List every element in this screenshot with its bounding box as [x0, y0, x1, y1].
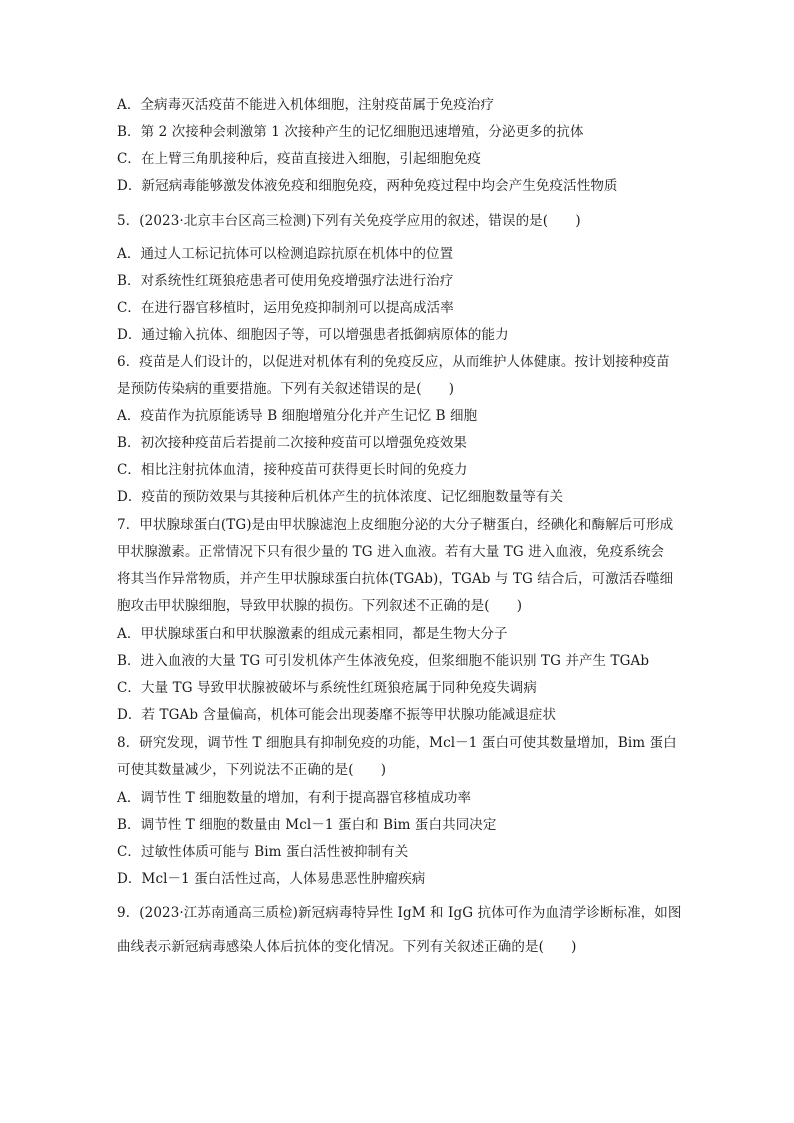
- q8-option-a: A．调节性 T 细胞数量的增加，有利于提高器官移植成功率: [117, 790, 472, 806]
- q8-option-c: C．过敏性体质可能与 Bim 蛋白活性被抑制有关: [117, 844, 409, 860]
- q8-option-d: D．Mcl－1 蛋白活性过高，人体易患恶性肿瘤疾病: [117, 871, 426, 887]
- q9-stem-line1: 9．(2023·江苏南通高三质检)新冠病毒特异性 IgM 和 IgG 抗体可作为血清学诊断标准，如图: [117, 905, 682, 921]
- q7-option-b: B．进入血液的大量 TG 可引发机体产生体液免疫，但浆细胞不能识别 TG 并产生 TGAb: [117, 653, 650, 669]
- q8-option-b: B．调节性 T 细胞的数量由 Mcl－1 蛋白和 Bim 蛋白共同决定: [117, 817, 497, 833]
- q7-option-c: C．大量 TG 导致甲状腺被破坏与系统性红斑狼疮属于同种免疫失调病: [117, 680, 537, 696]
- q5-stem: 5．(2023·北京丰台区高三检测)下列有关免疫学应用的叙述，错误的是( ): [117, 213, 581, 229]
- q5-option-c: C．在进行器官移植时，运用免疫抑制剂可以提高成活率: [117, 300, 454, 316]
- q6-option-d: D．疫苗的预防效果与其接种后机体产生的抗体浓度、记忆细胞数量等有关: [117, 489, 564, 505]
- q7-option-a: A．甲状腺球蛋白和甲状腺激素的组成元素相同，都是生物大分子: [117, 626, 508, 642]
- q6-option-c: C．相比注射抗体血清，接种疫苗可获得更长时间的免疫力: [117, 462, 468, 478]
- q7-stem-line4: 胞攻击甲状腺细胞，导致甲状腺的损伤。下列叙述不正确的是( ): [117, 598, 523, 614]
- q6-option-b: B．初次接种疫苗后若提前二次接种疫苗可以增强免疫效果: [117, 435, 468, 451]
- q7-option-d: D．若 TGAb 含量偏高，机体可能会出现萎靡不振等甲状腺功能减退症状: [117, 707, 557, 723]
- q6-stem-line2: 是预防传染病的重要措施。下列有关叙述错误的是( ): [117, 381, 455, 397]
- q7-stem-line1: 7．甲状腺球蛋白(TG)是由甲状腺滤泡上皮细胞分泌的大分子糖蛋白，经碘化和酶解后可形成: [117, 517, 674, 533]
- q4-option-c: C．在上臂三角肌接种后，疫苗直接进入细胞，引起细胞免疫: [117, 151, 482, 167]
- q7-stem-line2: 甲状腺激素。正常情况下只有很少量的 TG 进入血液。若有大量 TG 进入血液，免疫系统会: [117, 544, 665, 560]
- q4-option-b: B．第 2 次接种会刺激第 1 次接种产生的记忆细胞迅速增殖，分泌更多的抗体: [117, 124, 584, 140]
- q8-stem-line2: 可使其数量减少，下列说法不正确的是( ): [117, 762, 387, 778]
- q5-option-d: D．通过输入抗体、细胞因子等，可以增强患者抵御病原体的能力: [117, 327, 509, 343]
- q4-option-a: A．全病毒灭活疫苗不能进入机体细胞，注射疫苗属于免疫治疗: [117, 97, 495, 113]
- q6-stem-line1: 6．疫苗是人们设计的，以促进对机体有利的免疫反应，从而维护人体健康。按计划接种疫苗: [117, 354, 670, 370]
- q8-stem-line1: 8．研究发现，调节性 T 细胞具有抑制免疫的功能，Mcl－1 蛋白可使其数量增加，Bim 蛋白: [117, 735, 677, 751]
- q7-stem-line3: 将其当作异常物质，并产生甲状腺球蛋白抗体(TGAb)，TGAb 与 TG 结合后，可激活吞噬细: [117, 571, 674, 587]
- q4-option-d: D．新冠病毒能够激发体液免疫和细胞免疫，两种免疫过程中均会产生免疫活性物质: [117, 178, 618, 194]
- q5-option-b: B．对系统性红斑狼疮患者可使用免疫增强疗法进行治疗: [117, 273, 454, 289]
- q6-option-a: A．疫苗作为抗原能诱导 B 细胞增殖分化并产生记忆 B 细胞: [117, 408, 478, 424]
- q5-option-a: A．通过人工标记抗体可以检测追踪抗原在机体中的位置: [117, 246, 454, 262]
- q9-stem-line2: 曲线表示新冠病毒感染人体后抗体的变化情况。下列有关叙述正确的是( ): [117, 939, 577, 955]
